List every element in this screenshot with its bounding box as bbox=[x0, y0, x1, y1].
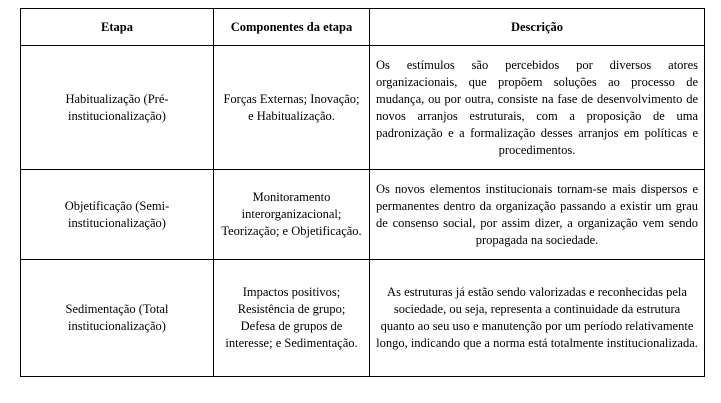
etapa-cell: Objetificação (Semi-institucionalização) bbox=[21, 170, 214, 260]
header-etapa: Etapa bbox=[21, 9, 214, 46]
descricao-cell: Os estímulos são percebidos por diversos atores organizacionais, que propõem soluções ao processo de mudança, ou por outra, consiste na fase de desenvolvimento de novos arranjos estruturais, com a proposição de uma padronização e a formalização desses arranjos em políticas e procedimentos. bbox=[370, 46, 705, 170]
etapa-cell: Habitualização (Pré-institucionalização) bbox=[21, 46, 214, 170]
componentes-cell: Forças Externas; Inovação; e Habitualização. bbox=[214, 46, 370, 170]
header-descricao: Descrição bbox=[370, 9, 705, 46]
descricao-cell: Os novos elementos institucionais tornam-se mais dispersos e permanentes dentro da organização passando a existir um grau de consenso social, por assim dizer, a organização vem sendo propagada na sociedade. bbox=[370, 170, 705, 260]
institutionalization-table bbox=[20, 8, 705, 377]
componentes-cell: Monitoramento interorganizacional; Teorização; e Objetificação. bbox=[214, 170, 370, 260]
header-componentes: Componentes da etapa bbox=[214, 9, 370, 46]
etapa-cell: Sedimentação (Total institucionalização) bbox=[21, 260, 214, 377]
table-header-row bbox=[21, 9, 705, 46]
componentes-cell: Impactos positivos; Resistência de grupo; Defesa de grupos de interesse; e Sedimentação. bbox=[214, 260, 370, 377]
table-row bbox=[21, 46, 705, 170]
table-row bbox=[21, 260, 705, 377]
table-row bbox=[21, 170, 705, 260]
descricao-cell: As estruturas já estão sendo valorizadas e reconhecidas pela sociedade, ou seja, representa a continuidade da estrutura quanto ao seu uso e manutenção por um período relativamente longo, indicando que a norma está totalmente institucionalizada. bbox=[370, 260, 705, 377]
